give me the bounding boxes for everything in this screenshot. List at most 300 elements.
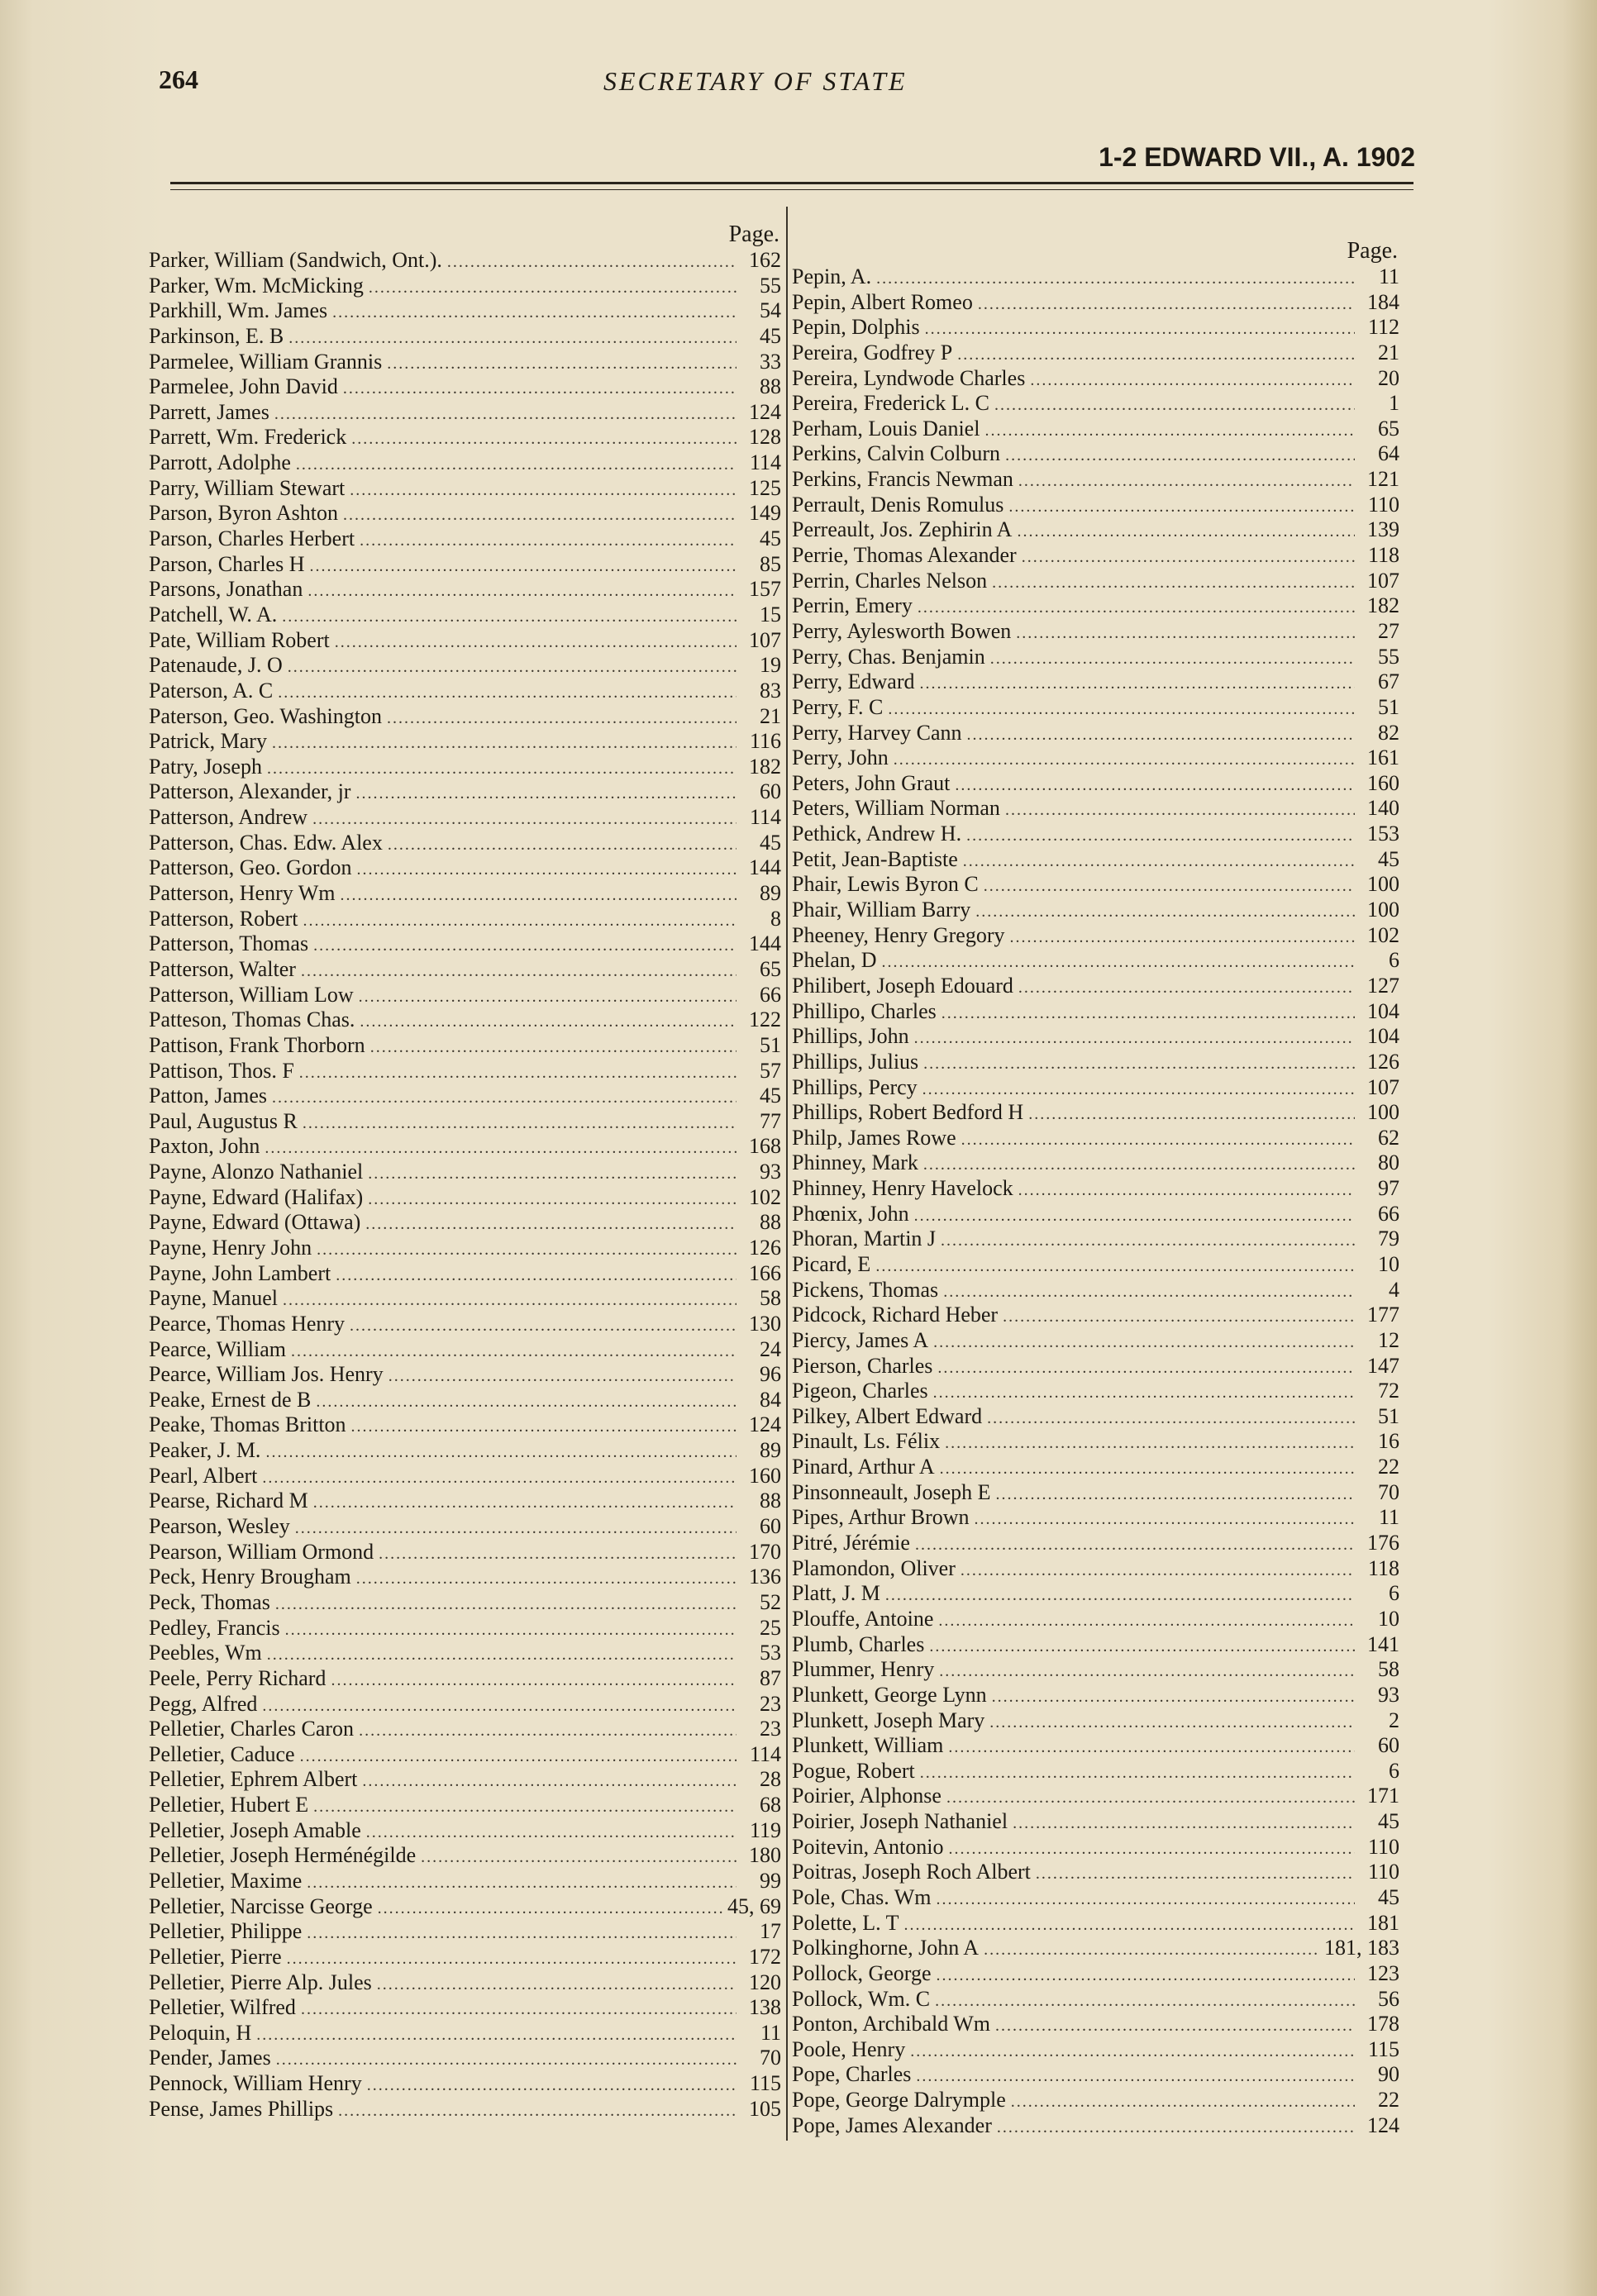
entry-page-number: 2	[1389, 1708, 1399, 1732]
entry-name: Pelletier, Narcisse George	[149, 1893, 373, 1918]
dot-leader	[447, 250, 737, 275]
entry-page-number: 55	[760, 273, 781, 298]
entry-page-number: 140	[1367, 796, 1399, 821]
entry-name: Peloquin, H	[149, 2020, 252, 2045]
index-entry	[792, 1784, 1399, 1809]
index-entry	[792, 1835, 1399, 1860]
entry-name: Payne, Edward (Ottawa)	[149, 1210, 361, 1235]
entry-name: Phillips, Robert Bedford H	[792, 1100, 1024, 1125]
index-entry	[149, 1793, 781, 1818]
entry-page-number: 51	[760, 1032, 781, 1057]
dot-leader	[362, 1769, 737, 1794]
entry-page-number: 125	[749, 475, 781, 500]
entry-name: Parsons, Jonathan	[149, 577, 303, 602]
dot-leader	[379, 1541, 737, 1567]
index-entry	[149, 1590, 781, 1616]
index-entry	[792, 1531, 1399, 1556]
index-entry	[149, 628, 781, 654]
dot-leader	[975, 1507, 1356, 1532]
entry-page-number: 84	[760, 1387, 781, 1412]
entry-page-number: 53	[760, 1641, 781, 1665]
index-entry	[149, 881, 781, 907]
dot-leader	[278, 680, 737, 706]
index-entry	[792, 847, 1399, 873]
entry-name: Pelletier, Pierre Alp. Jules	[149, 1970, 372, 1994]
entry-name: Plunkett, Joseph Mary	[792, 1708, 985, 1732]
entry-page-number: 85	[760, 551, 781, 576]
entry-page-number: 97	[1378, 1176, 1399, 1201]
entry-name: Phinney, Mark	[792, 1150, 918, 1175]
entry-name: Pelletier, Joseph Herménégilde	[149, 1843, 417, 1868]
entry-page-number: 11	[760, 2020, 781, 2045]
entry-page-number: 89	[760, 881, 781, 906]
entry-name: Peters, William Norman	[792, 796, 1000, 821]
index-entry	[792, 315, 1399, 341]
dot-leader	[274, 402, 737, 427]
dot-leader	[943, 1279, 1355, 1305]
index-entry	[149, 552, 781, 578]
entry-page-number: 182	[749, 754, 781, 779]
entry-name: Paxton, John	[149, 1134, 260, 1159]
entry-page-number: 23	[760, 1691, 781, 1716]
dot-leader	[885, 1583, 1355, 1608]
entry-page-number: 24	[760, 1336, 781, 1361]
index-entry	[149, 1160, 781, 1185]
dot-leader	[351, 426, 737, 452]
dot-leader	[303, 908, 737, 934]
index-entry	[149, 1565, 781, 1590]
entry-name: Pollock, George	[792, 1960, 932, 1985]
dot-leader	[997, 2115, 1355, 2141]
entry-page-number: 100	[1367, 872, 1399, 897]
entry-name: Plunkett, William	[792, 1733, 944, 1758]
index-entry	[149, 855, 781, 881]
index-entry	[149, 1818, 781, 1844]
entry-page-number: 65	[760, 956, 781, 981]
index-entry	[149, 1919, 781, 1945]
dot-leader	[1005, 798, 1355, 823]
entry-name: Poirier, Alphonse	[792, 1784, 942, 1808]
entry-name: Pelletier, Maxime	[149, 1869, 303, 1893]
index-entry	[149, 755, 781, 780]
entry-name: Parry, William Stewart	[149, 475, 346, 500]
entry-page-number: 126	[1367, 1049, 1399, 1074]
entry-name: Pinard, Arthur A	[792, 1455, 935, 1479]
entry-page-number: 161	[1367, 745, 1399, 770]
dot-leader	[365, 1212, 737, 1237]
entry-page-number: 178	[1367, 2012, 1399, 2036]
entry-name: Peake, Thomas Britton	[149, 1412, 346, 1437]
entry-page-number: 62	[1378, 1125, 1399, 1150]
entry-page-number: 128	[749, 425, 781, 450]
entry-page-number: 110	[1367, 492, 1399, 517]
dot-leader	[975, 899, 1355, 925]
dot-leader	[918, 595, 1355, 621]
dot-leader	[301, 959, 737, 984]
dot-leader	[914, 1026, 1355, 1051]
entry-name: Patchell, W. A.	[149, 602, 278, 626]
dot-leader	[1011, 2089, 1355, 2115]
entry-name: Pedley, Francis	[149, 1615, 280, 1640]
dot-leader	[256, 2022, 737, 2048]
index-entry	[149, 2071, 781, 2097]
index-entry	[149, 1464, 781, 1489]
entry-page-number: 119	[749, 1817, 781, 1842]
dot-leader	[937, 1355, 1355, 1381]
dot-leader	[1008, 494, 1355, 520]
entry-page-number: 160	[749, 1463, 781, 1488]
entry-name: Patterson, Geo. Gordon	[149, 855, 352, 880]
entry-page-number: 138	[749, 1995, 781, 2020]
entry-name: Parker, William (Sandwich, Ont.).	[149, 248, 442, 272]
index-entry	[792, 593, 1399, 619]
entry-page-number: 107	[749, 627, 781, 652]
dot-leader	[296, 452, 737, 478]
dot-leader	[387, 351, 737, 377]
index-entry	[149, 374, 781, 400]
entry-name: Pethick, Andrew H.	[792, 822, 962, 846]
entry-page-number: 124	[749, 1412, 781, 1437]
entry-page-number: 17	[760, 1919, 781, 1944]
dot-leader	[313, 1490, 737, 1516]
dot-leader	[915, 1532, 1355, 1558]
dot-leader	[994, 393, 1355, 418]
index-entry	[792, 366, 1399, 392]
entry-name: Pope, George Dalrymple	[792, 2088, 1006, 2113]
entry-page-number: 45	[760, 1084, 781, 1108]
header-rule-thin	[170, 189, 1413, 190]
entry-page-number: 83	[760, 678, 781, 703]
entry-name: Phair, Lewis Byron C	[792, 872, 979, 897]
dot-leader	[1018, 469, 1355, 494]
entry-name: Peters, John Graut	[792, 770, 951, 795]
dot-leader	[940, 1456, 1355, 1482]
entry-page-number: 22	[1378, 1455, 1399, 1479]
dot-leader	[283, 1288, 737, 1313]
entry-page-number: 51	[1378, 1403, 1399, 1428]
index-entry	[792, 1328, 1399, 1354]
entry-name: Pinault, Ls. Félix	[792, 1429, 941, 1454]
entry-name: Parkinson, E. B	[149, 323, 284, 348]
entry-page-number: 1	[1389, 391, 1399, 416]
entry-page-number: 66	[760, 982, 781, 1007]
entry-page-number: 147	[1367, 1353, 1399, 1378]
entry-name: Phinney, Henry Havelock	[792, 1176, 1013, 1201]
entry-page-number: 10	[1378, 1251, 1399, 1276]
dot-leader	[992, 1684, 1355, 1710]
index-entry	[149, 476, 781, 502]
entry-name: Ponton, Archibald Wm	[792, 2012, 991, 2036]
entry-name: Perkins, Francis Newman	[792, 467, 1013, 492]
entry-name: Poitras, Joseph Roch Albert	[792, 1860, 1031, 1884]
entry-name: Pepin, Albert Romeo	[792, 289, 973, 314]
entry-name: Parson, Byron Ashton	[149, 501, 338, 526]
entry-page-number: 110	[1367, 1860, 1399, 1884]
index-entry	[792, 2088, 1399, 2113]
entry-name: Picard, E	[792, 1251, 871, 1276]
index-entry	[149, 957, 781, 983]
index-entry	[149, 1033, 781, 1059]
dot-leader	[356, 1566, 737, 1592]
entry-page-number: 79	[1378, 1227, 1399, 1251]
entry-name: Parkhill, Wm. James	[149, 298, 328, 323]
entry-page-number: 57	[760, 1058, 781, 1083]
entry-name: Perreault, Jos. Zephirin A	[792, 517, 1013, 542]
entry-name: Poole, Henry	[792, 2036, 906, 2061]
index-entry	[149, 1210, 781, 1236]
entry-name: Parson, Charles Herbert	[149, 526, 355, 551]
dot-leader	[357, 857, 737, 883]
index-entry	[149, 324, 781, 350]
index-entry	[792, 1150, 1399, 1176]
dot-leader	[937, 1963, 1356, 1989]
entry-page-number: 93	[760, 1160, 781, 1184]
index-entry	[149, 1362, 781, 1388]
entry-name: Pollock, Wm. C	[792, 1986, 931, 2011]
index-entry	[149, 653, 781, 679]
index-entry	[792, 1050, 1399, 1075]
index-entry	[792, 1556, 1399, 1582]
entry-page-number: 176	[1367, 1531, 1399, 1555]
entry-page-number: 160	[1367, 770, 1399, 795]
dot-leader	[332, 300, 737, 326]
index-entry	[792, 467, 1399, 493]
entry-name: Pegg, Alfred	[149, 1691, 258, 1716]
entry-name: Phair, William Barry	[792, 898, 971, 922]
left-entry-list	[149, 248, 781, 2122]
index-entry	[792, 619, 1399, 645]
index-entry	[149, 1616, 781, 1641]
entry-page-number: 93	[1378, 1682, 1399, 1707]
entry-page-number: 87	[760, 1665, 781, 1690]
dot-leader	[989, 1710, 1355, 1736]
entry-name: Phœnix, John	[792, 1201, 909, 1226]
index-entry	[792, 1278, 1399, 1303]
index-entry	[149, 1109, 781, 1135]
entry-page-number: 58	[1378, 1657, 1399, 1682]
index-entry	[149, 2021, 781, 2046]
index-entry	[792, 1480, 1399, 1506]
entry-page-number: 170	[749, 1539, 781, 1564]
index-entry	[792, 1202, 1399, 1227]
entry-page-number: 72	[1378, 1379, 1399, 1403]
dot-leader	[288, 326, 737, 351]
entry-name: Patton, James	[149, 1084, 267, 1108]
dot-leader	[282, 604, 737, 630]
entry-page-number: 168	[749, 1134, 781, 1159]
index-entry	[792, 1632, 1399, 1658]
index-entry	[149, 1312, 781, 1337]
entry-name: Patteson, Thomas Chas.	[149, 1007, 355, 1032]
entry-page-number: 171	[1367, 1784, 1399, 1808]
dot-leader	[309, 554, 737, 579]
entry-page-number: 45	[760, 830, 781, 855]
index-entry	[792, 1455, 1399, 1480]
entry-page-number: 157	[749, 577, 781, 602]
index-entry	[149, 1438, 781, 1464]
dot-leader	[336, 1263, 737, 1289]
entry-page-number: 68	[760, 1793, 781, 1817]
left-index-column	[149, 222, 781, 2122]
entry-page-number: 10	[1378, 1606, 1399, 1631]
left-page-header: Page.	[728, 222, 779, 247]
entry-name: Patry, Joseph	[149, 754, 262, 779]
index-entry	[792, 1176, 1399, 1202]
dot-leader	[978, 292, 1355, 317]
entry-page-number: 51	[1378, 694, 1399, 719]
entry-page-number: 144	[749, 931, 781, 956]
index-entry	[149, 1084, 781, 1109]
entry-page-number: 21	[760, 703, 781, 728]
entry-page-number: 45	[1378, 846, 1399, 871]
entry-page-number: 149	[749, 501, 781, 526]
entry-page-number: 6	[1389, 948, 1399, 973]
dot-leader	[1030, 368, 1355, 393]
dot-leader	[265, 1440, 737, 1465]
dot-leader	[267, 1642, 737, 1668]
entry-page-number: 60	[760, 1514, 781, 1539]
index-entry	[792, 1303, 1399, 1328]
index-entry	[792, 1404, 1399, 1430]
entry-page-number: 70	[1378, 1479, 1399, 1504]
index-entry	[792, 771, 1399, 797]
entry-page-number: 120	[749, 1970, 781, 1994]
entry-name: Peaker, J. M.	[149, 1438, 261, 1463]
entry-name: Pereira, Lyndwode Charles	[792, 365, 1026, 390]
index-entry	[149, 1641, 781, 1666]
index-entry	[149, 1489, 781, 1514]
entry-name: Peebles, Wm	[149, 1641, 262, 1665]
entry-page-number: 166	[749, 1260, 781, 1285]
session-label: 1-2 EDWARD VII., A. 1902	[1099, 142, 1415, 172]
dot-leader	[299, 1060, 737, 1086]
dot-leader	[313, 1794, 737, 1820]
dot-leader	[368, 1187, 737, 1212]
entry-name: Polkinghorne, John A	[792, 1936, 980, 1960]
entry-name: Pelletier, Hubert E	[149, 1793, 309, 1817]
entry-name: Pate, William Robert	[149, 627, 330, 652]
dot-leader	[307, 1921, 737, 1946]
entry-page-number: 114	[749, 450, 781, 475]
index-entry	[792, 1885, 1399, 1911]
index-entry	[149, 501, 781, 526]
entry-page-number: 90	[1378, 2062, 1399, 2087]
entry-name: Pinsonneault, Joseph E	[792, 1479, 991, 1504]
entry-page-number: 45, 69	[727, 1893, 781, 1918]
dot-leader	[1016, 621, 1355, 646]
entry-page-number: 116	[749, 729, 781, 754]
entry-page-number: 82	[1378, 720, 1399, 745]
entry-page-number: 126	[749, 1235, 781, 1260]
entry-page-number: 6	[1389, 1581, 1399, 1606]
right-page-header: Page.	[1347, 238, 1398, 264]
index-entry	[792, 1581, 1399, 1607]
dot-leader	[360, 528, 737, 554]
dot-leader	[307, 1870, 737, 1896]
entry-page-number: 124	[749, 399, 781, 424]
dot-leader	[984, 1937, 1319, 1963]
entry-page-number: 153	[1367, 822, 1399, 846]
index-entry	[149, 1007, 781, 1033]
index-entry	[792, 796, 1399, 822]
index-entry	[149, 1514, 781, 1540]
index-entry	[149, 526, 781, 552]
entry-name: Pattison, Frank Thorborn	[149, 1032, 365, 1057]
dot-leader	[387, 706, 737, 731]
index-entry	[149, 425, 781, 450]
entry-page-number: 80	[1378, 1150, 1399, 1175]
entry-name: Pidcock, Richard Heber	[792, 1303, 999, 1327]
index-entry	[792, 2012, 1399, 2037]
entry-name: Parmelee, John David	[149, 374, 338, 399]
index-entry	[149, 729, 781, 755]
dot-leader	[421, 1845, 737, 1870]
entry-page-number: 25	[760, 1615, 781, 1640]
entry-page-number: 100	[1367, 1100, 1399, 1125]
entry-page-number: 55	[1378, 644, 1399, 669]
entry-name: Pilkey, Albert Edward	[792, 1403, 983, 1428]
entry-page-number: 66	[1378, 1201, 1399, 1226]
entry-name: Pense, James Phillips	[149, 2096, 334, 2121]
dot-leader	[967, 722, 1355, 748]
entry-name: Parrett, Wm. Frederick	[149, 425, 347, 450]
entry-name: Payne, John Lambert	[149, 1260, 331, 1285]
index-entry	[149, 1388, 781, 1413]
index-entry	[149, 1894, 781, 1920]
entry-name: Plamondon, Oliver	[792, 1555, 956, 1580]
dot-leader	[360, 1009, 737, 1035]
index-entry	[792, 1809, 1399, 1835]
dot-leader	[876, 266, 1355, 292]
entry-name: Pattison, Thos. F	[149, 1058, 294, 1083]
dot-leader	[368, 1161, 737, 1187]
index-entry	[792, 1227, 1399, 1252]
entry-name: Perry, Edward	[792, 669, 915, 694]
entry-name: Pearce, William	[149, 1336, 286, 1361]
entry-page-number: 89	[760, 1438, 781, 1463]
dot-leader	[1036, 1861, 1355, 1887]
entry-page-number: 182	[1367, 593, 1399, 618]
entry-name: Peele, Perry Richard	[149, 1665, 327, 1690]
entry-name: Parker, Wm. McMicking	[149, 273, 364, 298]
entry-name: Parmelee, William Grannis	[149, 349, 383, 374]
entry-name: Phillips, Julius	[792, 1049, 919, 1074]
index-entry	[149, 577, 781, 603]
dot-leader	[941, 1228, 1355, 1254]
entry-name: Philp, James Rowe	[792, 1125, 956, 1150]
dot-leader	[945, 1431, 1355, 1456]
entry-name: Pepin, Dolphis	[792, 315, 920, 340]
entry-page-number: 141	[1367, 1631, 1399, 1656]
entry-name: Perkins, Calvin Colburn	[792, 441, 1001, 466]
dot-leader	[923, 1051, 1355, 1077]
dot-leader	[288, 655, 737, 680]
entry-name: Peck, Thomas	[149, 1589, 270, 1614]
index-entry	[149, 2046, 781, 2071]
index-entry	[792, 872, 1399, 898]
index-entry	[792, 2113, 1399, 2139]
dot-leader	[946, 1785, 1355, 1811]
index-entry	[792, 1252, 1399, 1278]
dot-leader	[285, 1617, 737, 1643]
entry-name: Pogue, Robert	[792, 1758, 915, 1783]
entry-page-number: 22	[1378, 2088, 1399, 2113]
dot-leader	[272, 1085, 737, 1111]
dot-leader	[265, 1136, 737, 1161]
entry-name: Patterson, Henry Wm	[149, 881, 336, 906]
entry-name: Pereira, Frederick L. C	[792, 391, 989, 416]
index-entry	[792, 974, 1399, 999]
